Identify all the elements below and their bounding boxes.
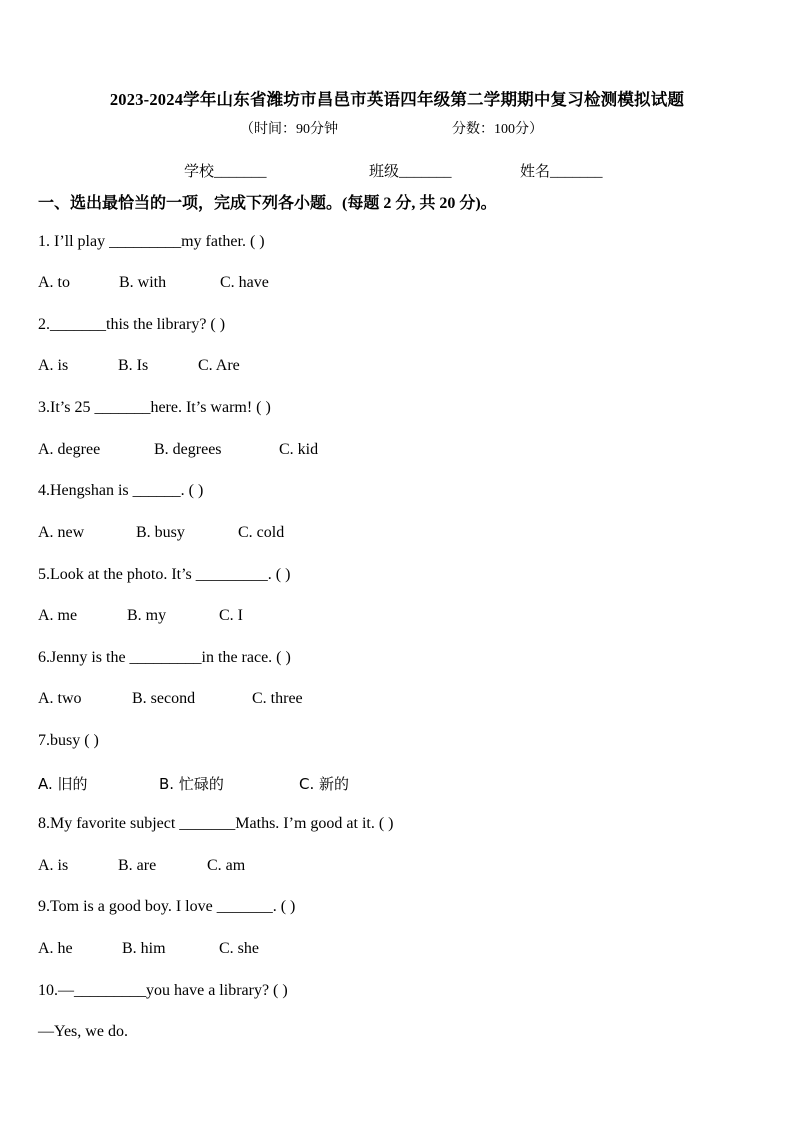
question-options: [38, 441, 318, 459]
option-c: C. she: [219, 940, 259, 957]
question-stem: 2._______this the library? ( ): [38, 316, 226, 333]
option-b: B. my: [127, 607, 167, 624]
question-stem: 5.Look at the photo. It’s _________. ( ): [38, 566, 291, 583]
answer-line: —Yes, we do.: [38, 1023, 128, 1040]
option-b: B. second: [132, 690, 196, 707]
question-options: [38, 607, 243, 625]
option-a: A. 旧的: [38, 775, 88, 793]
option-c: C. kid: [279, 441, 319, 458]
question-options: [38, 524, 284, 542]
name-field: 姓名_______: [520, 164, 603, 180]
question-stem: 10.—_________you have a library? ( ): [38, 982, 288, 999]
question-stem: 7.busy ( ): [38, 732, 99, 749]
option-a: A. is: [38, 857, 69, 874]
question-options: [38, 940, 259, 958]
option-a: A. is: [38, 357, 69, 374]
option-b: B. him: [122, 940, 166, 957]
exam-title: 2023-2024学年山东省潍坊市昌邑市英语四年级第二学期期中复习检测模拟试题: [109, 90, 685, 109]
option-b: B. are: [118, 857, 157, 874]
option-c: C. three: [252, 690, 303, 707]
section-heading: 一、选出最恰当的一项，完成下列各小题。(每题 2 分, 共 20 分)。: [38, 195, 497, 212]
option-a: A. me: [38, 607, 78, 624]
question-stem: 1. I’ll play _________my father. ( ): [38, 233, 265, 250]
option-c: C. am: [207, 857, 246, 874]
question-stem: 8.My favorite subject _______Maths. I’m good at it. ( ): [38, 815, 394, 832]
exam-time: （时间：90分钟: [240, 122, 338, 137]
option-a: A. he: [38, 940, 73, 957]
option-b: B. Is: [118, 357, 149, 374]
option-a: A. two: [38, 690, 82, 707]
option-c: C. have: [220, 274, 269, 291]
option-b: B. 忙碌的: [159, 775, 224, 793]
question-stem: 9.Tom is a good boy. I love _______. ( ): [38, 898, 296, 915]
option-c: C. I: [219, 607, 243, 624]
option-b: B. busy: [136, 524, 185, 541]
school-field: 学校_______: [184, 164, 267, 180]
class-field: 班级_______: [369, 164, 452, 180]
option-c: C. cold: [238, 524, 285, 541]
question-options: [38, 773, 349, 794]
question-stem: 4.Hengshan is ______. ( ): [38, 482, 204, 499]
question-options: [38, 690, 303, 708]
exam-score: 分数：100分）: [452, 122, 543, 137]
option-a: A. to: [38, 274, 70, 291]
option-c: C. Are: [198, 357, 240, 374]
question-options: [38, 857, 245, 875]
option-b: B. degrees: [154, 441, 222, 458]
question-options: [38, 357, 240, 375]
option-a: A. new: [38, 524, 85, 541]
option-a: A. degree: [38, 441, 101, 458]
question-stem: 3.It’s 25 _______here. It’s warm! ( ): [38, 399, 271, 416]
option-b: B. with: [119, 274, 167, 291]
question-options: [38, 274, 269, 292]
option-c: C. 新的: [299, 775, 350, 793]
question-stem: 6.Jenny is the _________in the race. ( ): [38, 649, 291, 666]
